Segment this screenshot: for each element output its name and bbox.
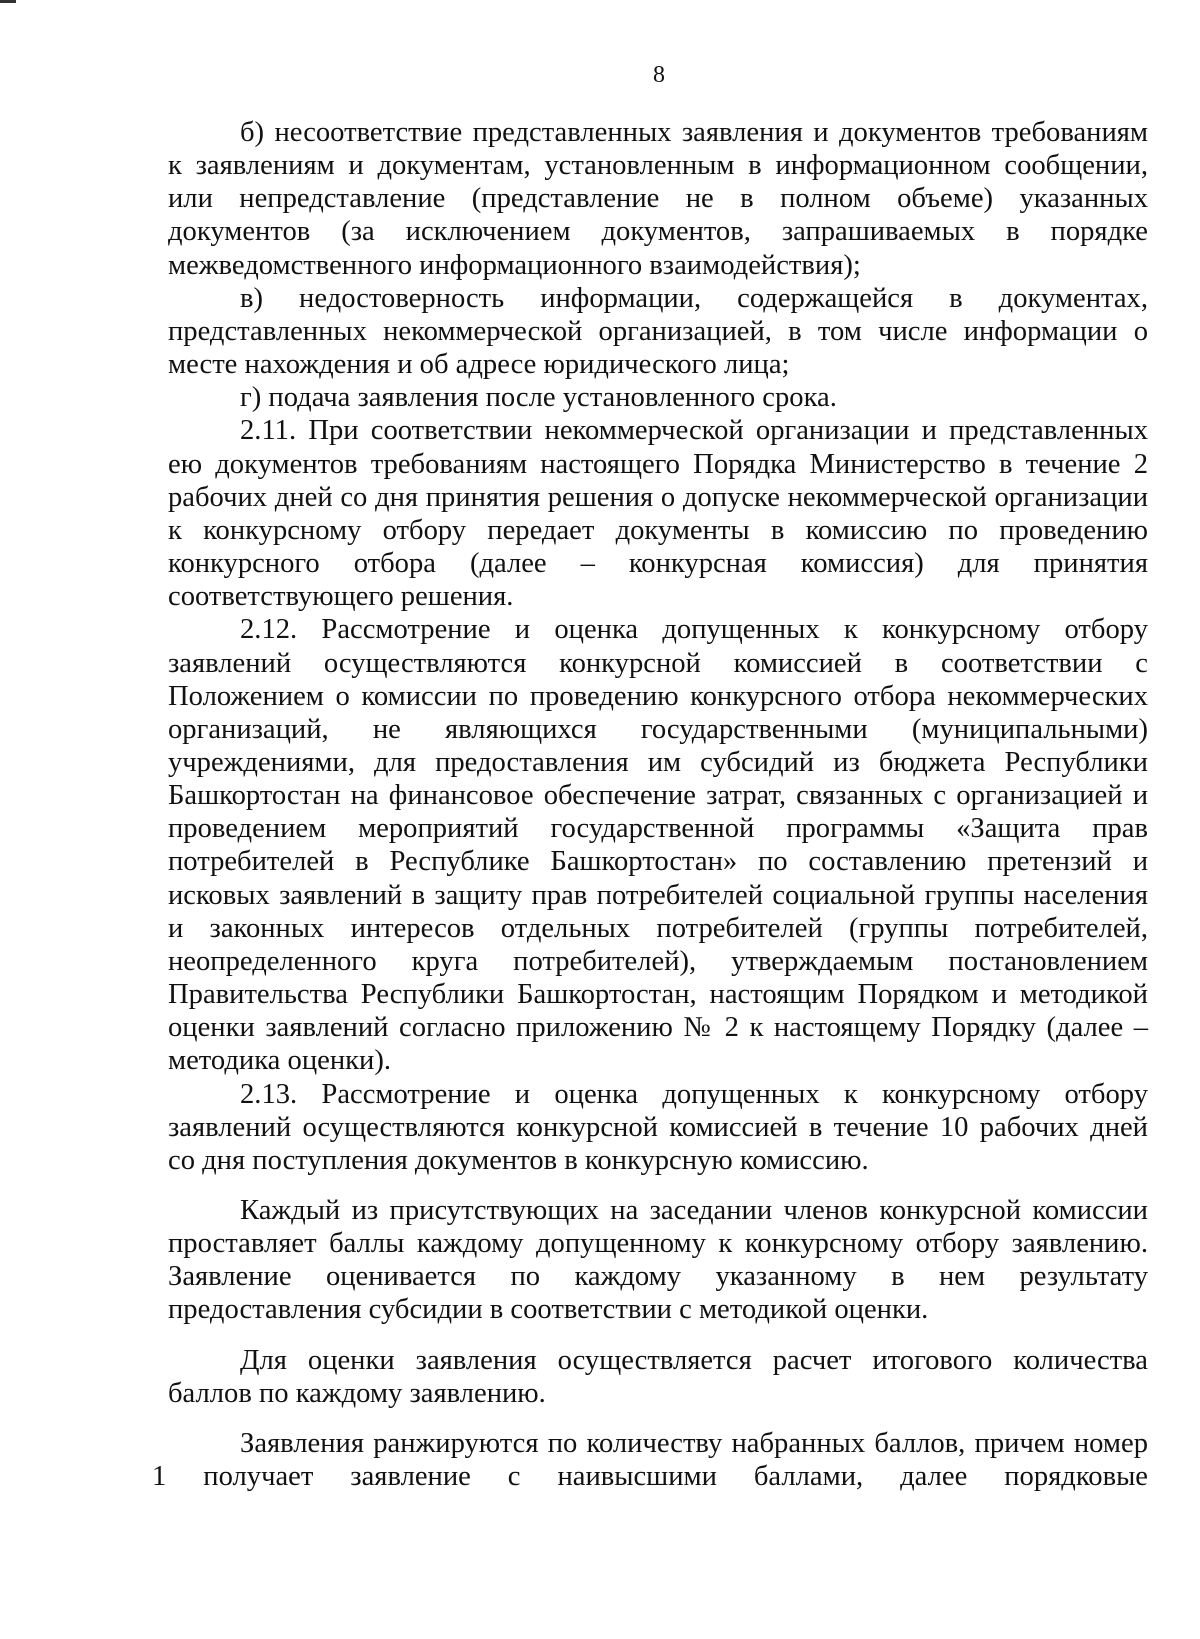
paragraph-2-13: 2.13. Рассмотрение и оценка допущенных к конкурсному отбору заявлений осуществляются конкурсной комиссией в течение 10 рабочих дней со дня поступления документов в конкурсную комиссию.: [168, 1078, 1148, 1176]
paragraph-scoring: Каждый из присутствующих на заседании членов конкурсной комиссии проставляет баллы каждому допущенному к конкурсному отбору заявлению. Заявление оценивается по каждому указанному в нем результату предоставления субсидии в соответствии с методикой оценки.: [168, 1195, 1148, 1326]
paragraph-total-score: Для оценки заявления осуществляется расчет итогового количества баллов по каждому заявлению.: [168, 1344, 1148, 1409]
paragraph-b: б) несоответствие представленных заявления и документов требованиям к заявлениям и документам, установленным в информационном сообщении, или непредставление (представление не в полном объеме) указанных документов (за исключением документов, запрашиваемых в порядке межведомственного информационного взаимодействия);: [168, 117, 1148, 281]
paragraph-g: г) подача заявления после установленного срока.: [240, 382, 837, 414]
page-number: 8: [653, 62, 665, 88]
document-body: [152, 116, 1148, 1493]
paragraph-ranking: Заявления ранжируются по количеству набранных баллов, причем номер 1 получает заявление с наивысшими баллами, далее порядковые: [152, 1427, 1148, 1493]
paragraph-2-11: 2.11. При соответствии некоммерческой организации и представленных ею документов требованиям настоящего Порядка Министерство в течение 2 рабочих дней со дня принятия решения о допуске некоммерческой организации к конкурсному отбору передает документы в комиссию по проведению конкурсного отбора (далее – конкурсная комиссия) для принятия соответствующего решения.: [168, 415, 1148, 613]
paragraph-v: в) недостоверность информации, содержащейся в документах, представленных некоммерческой организацией, в том числе информации о месте нахождения и об адресе юридического лица;: [168, 282, 1148, 381]
paragraph-2-12: 2.12. Рассмотрение и оценка допущенных к конкурсному отбору заявлений осуществляются конкурсной комиссией в соответствии с Положением о комиссии по проведению конкурсного отбора некоммерческих организаций, не являющихся государственными (муниципальными) учреждениями, для предоставления им субсидий из бюджета Республики Башкортостан на финансовое обеспечение затрат, связанных с организацией и проведением мероприятий государственной программы «Защита прав потребителей в Республике Башкортостан» по составлению претензий и исковых заявлений в защиту прав потребителей социальной группы населения и законных интересов отдельных потребителей (группы потребителей, неопределенного круга потребителей), утверждаемым постановлением Правительства Республики Башкортостан, настоящим Порядком и методикой оценки заявлений согласно приложению № 2 к настоящему Порядку (далее – методика оценки).: [168, 614, 1148, 1077]
scan-corner-mark: [0, 0, 16, 3]
